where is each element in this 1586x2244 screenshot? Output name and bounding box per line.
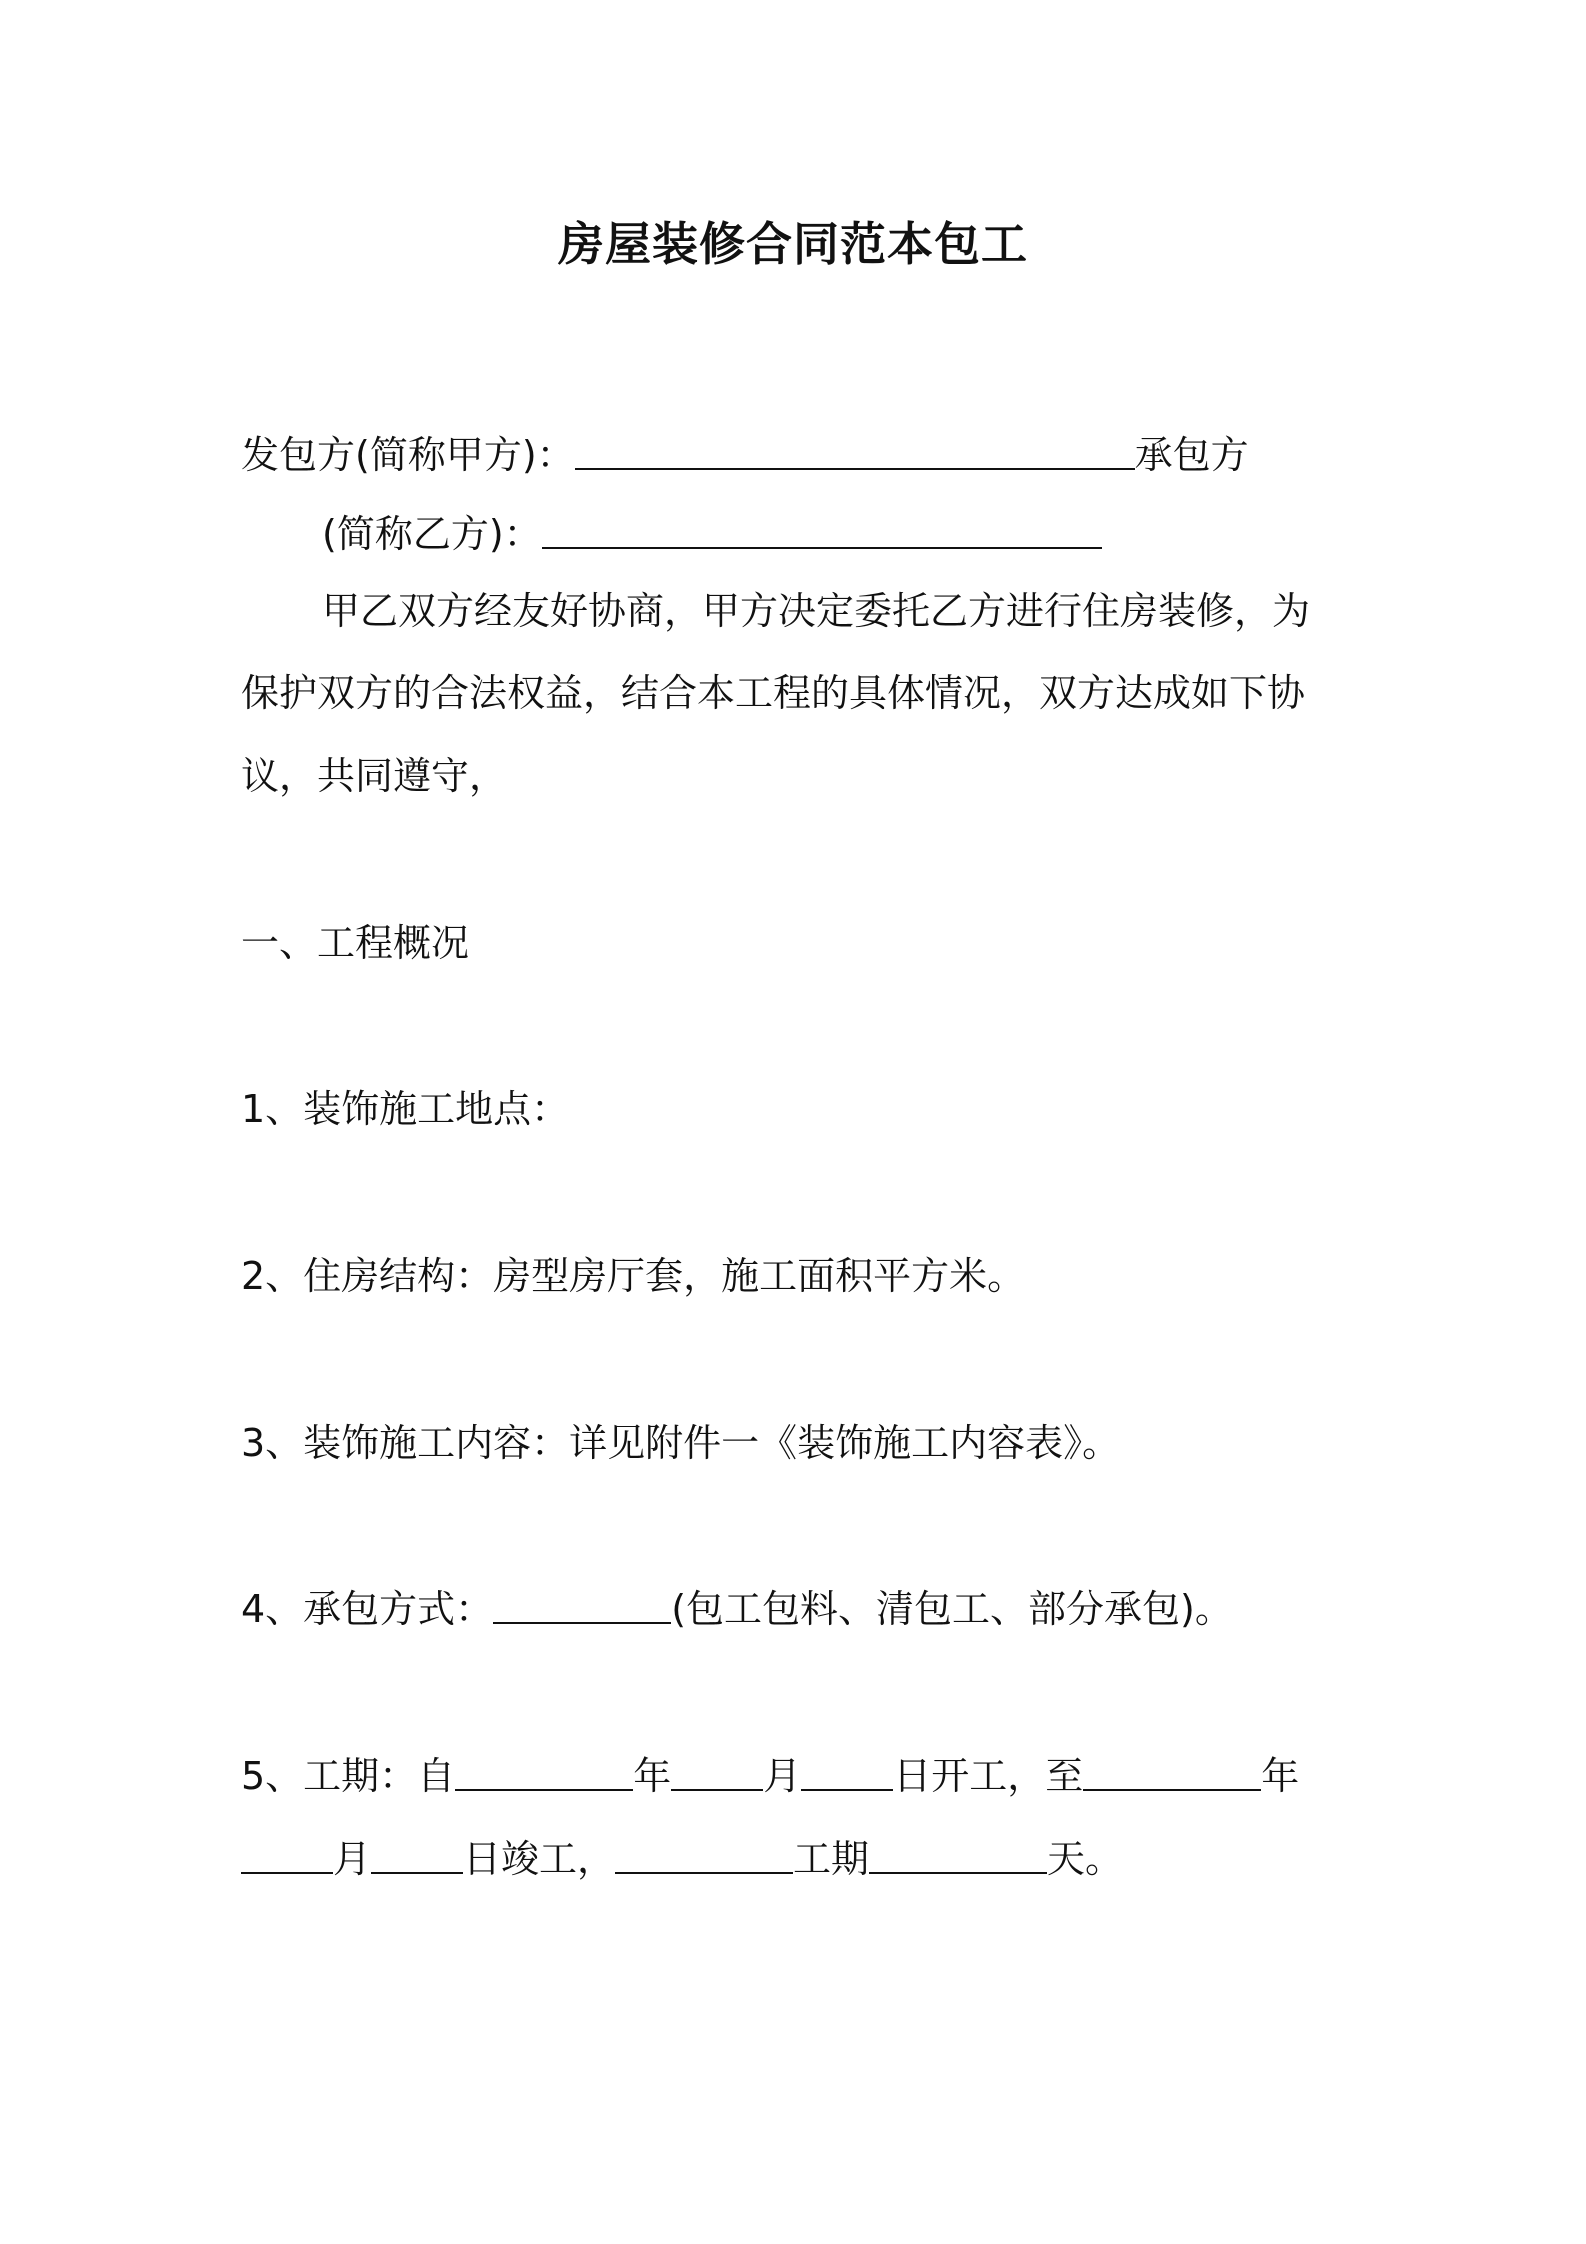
year-label: 年: [1261, 1754, 1300, 1798]
days-unit: 天。: [1047, 1837, 1124, 1881]
start-work-text: 日开工，至: [893, 1754, 1084, 1798]
start-month-blank: [671, 1753, 763, 1791]
party-b-word: 承包方: [1134, 433, 1249, 477]
party-a-line: [241, 428, 1249, 482]
item-4-options: (包工包料、清包工、部分承包)。: [671, 1587, 1233, 1631]
item-4-label: 4、承包方式：: [241, 1587, 494, 1631]
start-day-blank: [801, 1753, 893, 1791]
item-1: 1、装饰施工地点：: [241, 1087, 570, 1131]
item-5-line-1: [241, 1749, 1299, 1803]
item-5-label: 5、工期：自: [241, 1754, 456, 1798]
month-label: 月: [763, 1754, 802, 1798]
item-2: 2、住房结构：房型房厅套，施工面积平方米。: [241, 1254, 1026, 1298]
party-b-line: [322, 507, 1102, 561]
party-a-label: 发包方(简称甲方)：: [241, 433, 575, 477]
duration-blank-1: [615, 1836, 793, 1874]
duration-days-blank: [869, 1836, 1047, 1874]
item-3: 3、装饰施工内容：详见附件一《装饰施工内容表》。: [241, 1421, 1121, 1465]
section-heading: 一、工程概况: [241, 921, 470, 965]
intro-line-1: 甲乙双方经友好协商，甲方决定委托乙方进行住房装修，为: [322, 589, 1311, 633]
intro-line-2: 保护双方的合法权益，结合本工程的具体情况，双方达成如下协: [241, 671, 1306, 715]
document-title: 房屋装修合同范本包工: [558, 217, 1028, 271]
intro-line-3: 议，共同遵守，: [241, 754, 508, 798]
party-b-blank: [542, 511, 1102, 549]
year-label: 年: [633, 1754, 672, 1798]
party-b-label: (简称乙方)：: [322, 512, 542, 556]
finish-work-text: 日竣工，: [463, 1837, 616, 1881]
contract-method-blank: [493, 1586, 671, 1624]
end-year-blank: [1083, 1753, 1261, 1791]
item-5-line-2: [241, 1832, 1123, 1886]
party-a-blank: [575, 432, 1135, 470]
end-day-blank: [371, 1836, 463, 1874]
end-month-blank: [241, 1836, 333, 1874]
duration-label: 工期: [793, 1837, 870, 1881]
start-year-blank: [455, 1753, 633, 1791]
item-4: [241, 1582, 1233, 1636]
month-label: 月: [333, 1837, 372, 1881]
